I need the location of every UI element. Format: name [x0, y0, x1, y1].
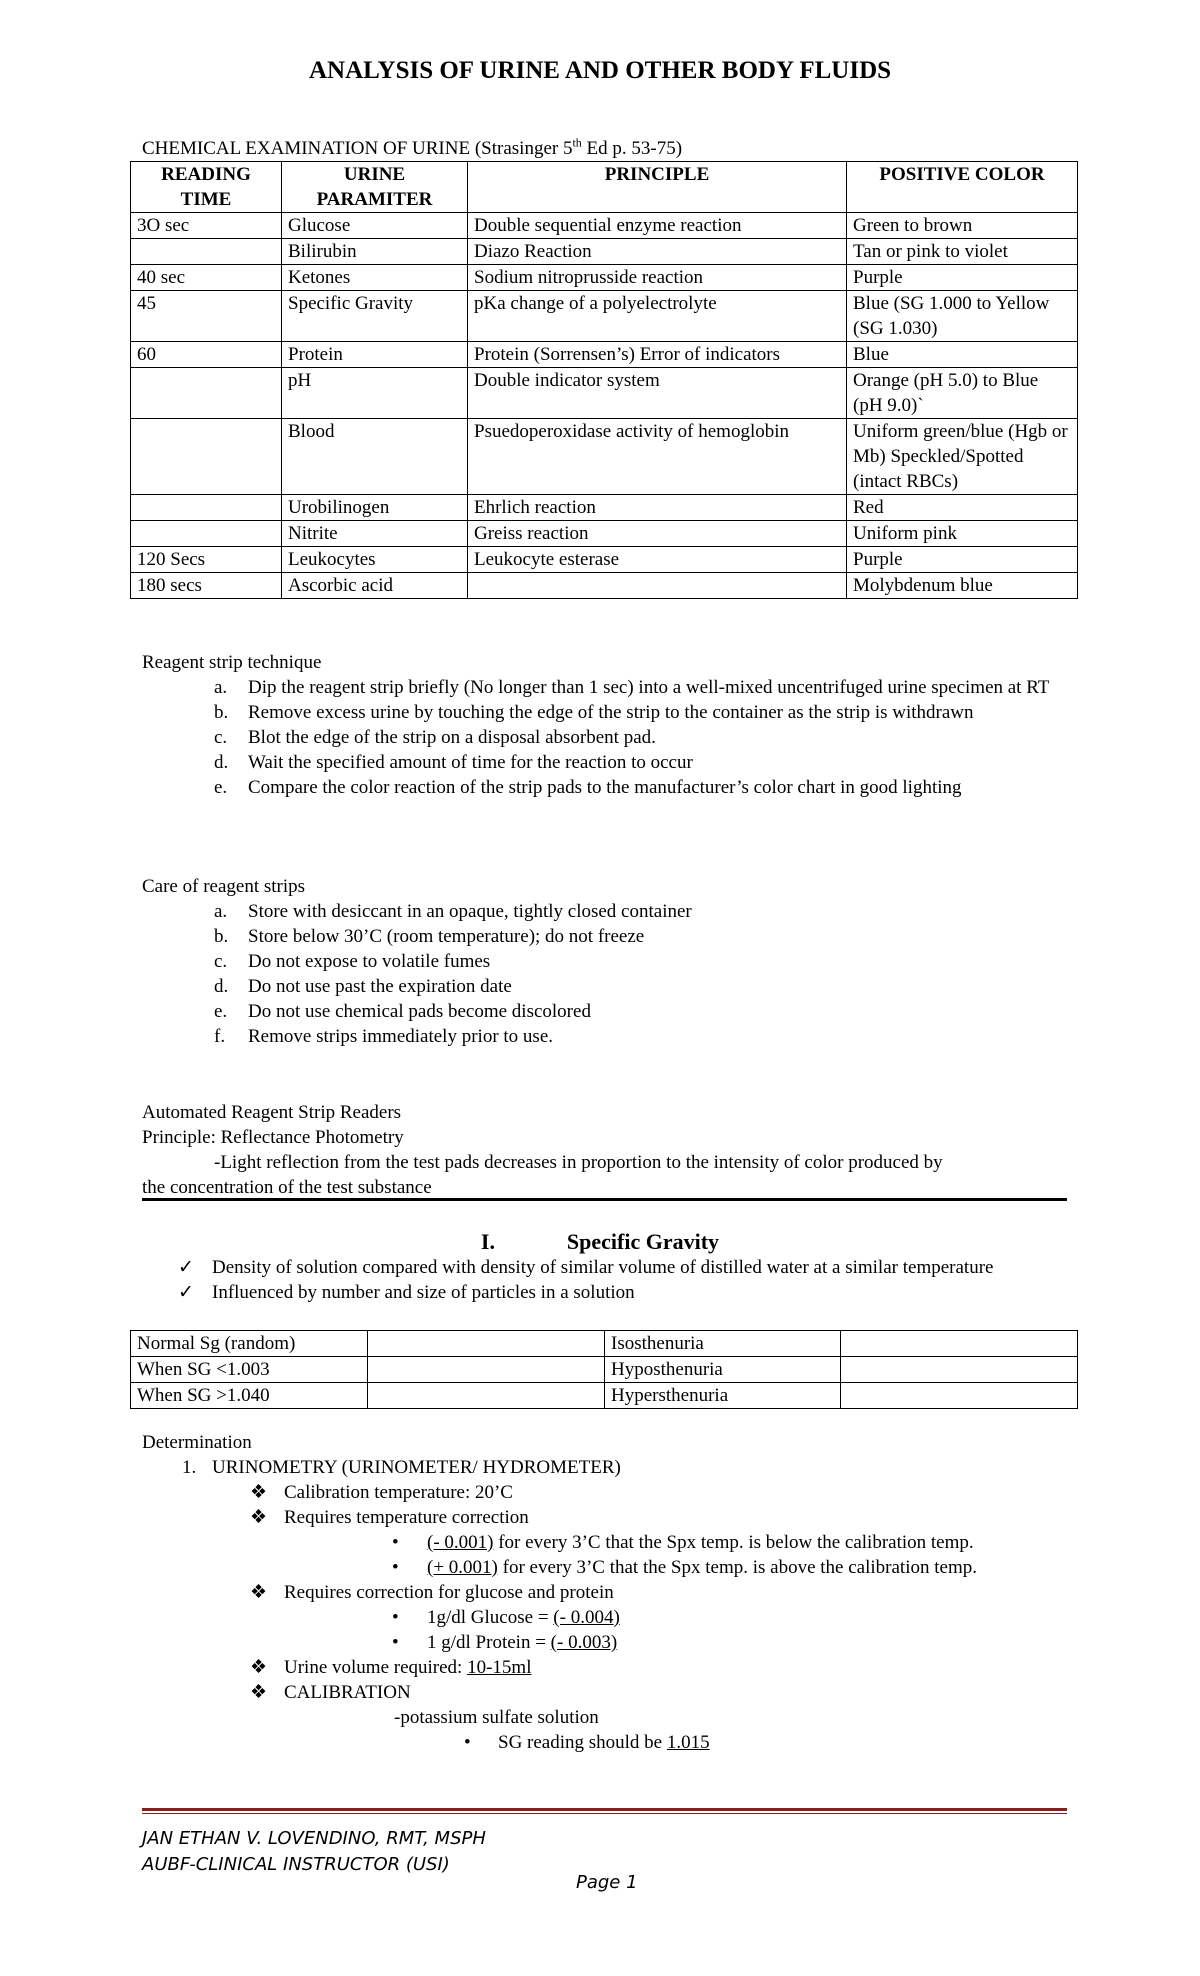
cell-time: [131, 419, 282, 495]
list-marker: b.: [214, 926, 229, 947]
automated-line-1: -Light reflection from the test pads decreases in proportion to the intensity of color produced by: [214, 1152, 943, 1173]
page-title: ANALYSIS OF URINE AND OTHER BODY FLUIDS: [308, 57, 892, 84]
automated-heading: Automated Reagent Strip Readers: [142, 1102, 402, 1123]
bullet-icon: •: [464, 1732, 471, 1753]
bullet-icon: •: [392, 1632, 399, 1653]
table-header-row: [131, 162, 1078, 213]
table-row: [131, 1383, 1078, 1409]
cell-principle: Double indicator system: [468, 368, 847, 419]
diamond-icon: ❖: [250, 1507, 268, 1528]
cell-time: 3O sec: [131, 213, 282, 239]
potassium-sulfate: -potassium sulfate solution: [394, 1707, 599, 1728]
bullet-icon: •: [392, 1532, 399, 1553]
specific-gravity-bullets: [142, 1255, 1042, 1305]
bullet-icon: •: [392, 1557, 399, 1578]
cell-color: Uniform pink: [847, 521, 1078, 547]
cell-principle: Double sequential enzyme reaction: [468, 213, 847, 239]
calibration: ❖ CALIBRATION: [250, 1682, 411, 1703]
care-heading: Care of reagent strips: [142, 876, 306, 897]
table-row: [131, 1357, 1078, 1383]
diamond-icon: ❖: [250, 1582, 268, 1603]
cell-c4: [841, 1357, 1078, 1383]
cell-c2: [368, 1357, 605, 1383]
cell-time: 40 sec: [131, 265, 282, 291]
cell-time: [131, 495, 282, 521]
automated-readers: [142, 1100, 1102, 1200]
technique-heading: Reagent strip technique: [142, 652, 322, 673]
cell-c1: When SG <1.003: [131, 1357, 368, 1383]
table-row: [131, 213, 1078, 239]
determination-section: [142, 1430, 1102, 1755]
cell-principle: pKa change of a polyelectrolyte: [468, 291, 847, 342]
cell-color: Tan or pink to violet: [847, 239, 1078, 265]
check-icon: ✓: [178, 1282, 194, 1303]
table-row: [131, 547, 1078, 573]
page-number: Page 1: [576, 1872, 638, 1893]
above-calibration: • (+ 0.001) for every 3’C that the Spx temp. is above the calibration temp.: [392, 1557, 977, 1578]
list-marker: a.: [214, 677, 228, 698]
cell-color: Green to brown: [847, 213, 1078, 239]
cell-param: Protein: [282, 342, 468, 368]
sg-reading: • SG reading should be 1.015: [464, 1732, 710, 1753]
below-calibration: • (- 0.001) for every 3’C that the Spx temp. is below the calibration temp.: [392, 1532, 974, 1553]
cell-principle: Greiss reaction: [468, 521, 847, 547]
footer-author: JAN ETHAN V. LOVENDINO, RMT, MSPH: [142, 1828, 486, 1849]
list-item: [142, 974, 1102, 999]
table-row: [131, 342, 1078, 368]
cell-param: Ketones: [282, 265, 468, 291]
chem-caption: CHEMICAL EXAMINATION OF URINE (Strasinger 5th Ed p. 53-75): [142, 135, 683, 159]
cell-color: Molybdenum blue: [847, 573, 1078, 599]
header-reading-time: READING TIME: [131, 162, 282, 213]
footer-role: AUBF-CLINICAL INSTRUCTOR (USI): [142, 1854, 450, 1875]
section-divider: [142, 1198, 1067, 1201]
cell-param: Bilirubin: [282, 239, 468, 265]
list-marker: e.: [214, 1001, 228, 1022]
cell-param: Leukocytes: [282, 547, 468, 573]
specific-gravity-title: I. Specific Gravity: [480, 1229, 720, 1254]
footer-rule-thin: [142, 1813, 1067, 1814]
list-marker: c.: [214, 951, 228, 972]
list-marker: e.: [214, 777, 228, 798]
cell-param: Ascorbic acid: [282, 573, 468, 599]
list-item: [142, 924, 1102, 949]
protein-correction: • 1 g/dl Protein = (- 0.003): [392, 1632, 618, 1653]
cell-principle: [468, 573, 847, 599]
cell-principle: Psuedoperoxidase activity of hemoglobin: [468, 419, 847, 495]
list-text: Do not expose to volatile fumes: [248, 951, 491, 972]
list-marker: f.: [214, 1026, 226, 1047]
cell-principle: Leukocyte esterase: [468, 547, 847, 573]
table-row: [131, 573, 1078, 599]
cell-principle: Protein (Sorrensen’s) Error of indicators: [468, 342, 847, 368]
cell-c3: Hyposthenuria: [605, 1357, 841, 1383]
list-marker: b.: [214, 702, 229, 723]
table-row: [131, 239, 1078, 265]
header-positive-color: POSITIVE COLOR: [847, 162, 1078, 213]
cell-color: Purple: [847, 547, 1078, 573]
table-row: [131, 521, 1078, 547]
table-row: [131, 368, 1078, 419]
sg-bullet: ✓ Influenced by number and size of particles in a solution: [178, 1282, 635, 1303]
glucose-correction: • 1g/dl Glucose = (- 0.004): [392, 1607, 620, 1628]
determination-heading: Determination: [142, 1432, 252, 1453]
table-row: [131, 495, 1078, 521]
calibration-temp: ❖ Calibration temperature: 20’C: [250, 1482, 513, 1503]
cell-time: [131, 368, 282, 419]
cell-param: Glucose: [282, 213, 468, 239]
list-marker: a.: [214, 901, 228, 922]
list-marker: d.: [214, 752, 229, 773]
cell-param: Blood: [282, 419, 468, 495]
list-item: [142, 675, 1102, 700]
cell-color: Orange (pH 5.0) to Blue (pH 9.0)`: [847, 368, 1078, 419]
cell-c2: [368, 1383, 605, 1409]
technique-list: [142, 675, 1102, 800]
cell-time: 120 Secs: [131, 547, 282, 573]
cell-param: Specific Gravity: [282, 291, 468, 342]
cell-time: 180 secs: [131, 573, 282, 599]
diamond-icon: ❖: [250, 1682, 268, 1703]
cell-c4: [841, 1331, 1078, 1357]
cell-c4: [841, 1383, 1078, 1409]
temp-correction: ❖ Requires temperature correction: [250, 1507, 529, 1528]
urinometry-item: 1. URINOMETRY (URINOMETER/ HYDROMETER): [182, 1457, 621, 1478]
cell-time: 60: [131, 342, 282, 368]
list-item: [142, 725, 1102, 750]
cell-principle: Diazo Reaction: [468, 239, 847, 265]
cell-c2: [368, 1331, 605, 1357]
list-item: [142, 775, 1102, 800]
list-text: Dip the reagent strip briefly (No longer than 1 sec) into a well-mixed uncentrifuged urine specimen at RT: [248, 677, 1050, 698]
list-text: Store below 30’C (room temperature); do not freeze: [248, 926, 645, 947]
list-item: [142, 750, 1102, 775]
cell-principle: Ehrlich reaction: [468, 495, 847, 521]
cell-c1: When SG >1.040: [131, 1383, 368, 1409]
cell-color: Red: [847, 495, 1078, 521]
cell-time: 45: [131, 291, 282, 342]
list-marker: c.: [214, 727, 228, 748]
automated-principle: Principle: Reflectance Photometry: [142, 1127, 404, 1148]
bullet-icon: •: [392, 1607, 399, 1628]
table-row: [131, 419, 1078, 495]
cell-param: Nitrite: [282, 521, 468, 547]
list-text: Do not use past the expiration date: [248, 976, 512, 997]
header-urine-parameter: URINE PARAMITER: [282, 162, 468, 213]
list-marker: d.: [214, 976, 229, 997]
list-item: [142, 700, 1102, 725]
reagent-strip-technique: [142, 650, 1102, 800]
chemical-examination-table: [130, 161, 1078, 599]
table-row: [131, 1331, 1078, 1357]
diamond-icon: ❖: [250, 1657, 268, 1678]
list-item: [142, 899, 1102, 924]
glucose-protein-correction: ❖ Requires correction for glucose and protein: [250, 1582, 614, 1603]
diamond-icon: ❖: [250, 1482, 268, 1503]
list-text: Remove excess urine by touching the edge of the strip to the container as the strip is withdrawn: [248, 702, 974, 723]
cell-c3: Hypersthenuria: [605, 1383, 841, 1409]
cell-param: pH: [282, 368, 468, 419]
cell-principle: Sodium nitroprusside reaction: [468, 265, 847, 291]
table-row: [131, 291, 1078, 342]
urine-volume: ❖ Urine volume required: 10-15ml: [250, 1657, 532, 1678]
list-text: Remove strips immediately prior to use.: [248, 1026, 554, 1047]
cell-color: Blue (SG 1.000 to Yellow (SG 1.030): [847, 291, 1078, 342]
cell-color: Purple: [847, 265, 1078, 291]
list-item: [142, 1024, 1102, 1049]
cell-time: [131, 521, 282, 547]
header-principle: PRINCIPLE: [468, 162, 847, 213]
list-text: Do not use chemical pads become discolored: [248, 1001, 591, 1022]
care-of-reagent-strips: [142, 874, 1102, 1049]
cell-param: Urobilinogen: [282, 495, 468, 521]
table-row: [131, 265, 1078, 291]
list-text: Blot the edge of the strip on a disposal absorbent pad.: [248, 727, 656, 748]
cell-color: Blue: [847, 342, 1078, 368]
footer-rule: [142, 1808, 1067, 1811]
cell-color: Uniform green/blue (Hgb or Mb) Speckled/Spotted (intact RBCs): [847, 419, 1078, 495]
cell-time: [131, 239, 282, 265]
cell-c1: Normal Sg (random): [131, 1331, 368, 1357]
care-list: [142, 899, 1102, 1049]
automated-line-2: the concentration of the test substance: [142, 1177, 432, 1198]
list-item: [142, 999, 1102, 1024]
list-text: Compare the color reaction of the strip pads to the manufacturer’s color chart in good lighting: [248, 777, 962, 798]
specific-gravity-table: [130, 1330, 1078, 1409]
list-text: Store with desiccant in an opaque, tightly closed container: [248, 901, 692, 922]
sg-bullet: ✓ Density of solution compared with density of similar volume of distilled water at a similar temperature: [178, 1257, 994, 1278]
cell-c3: Isosthenuria: [605, 1331, 841, 1357]
check-icon: ✓: [178, 1257, 194, 1278]
list-text: Wait the specified amount of time for the reaction to occur: [248, 752, 693, 773]
list-item: [142, 949, 1102, 974]
